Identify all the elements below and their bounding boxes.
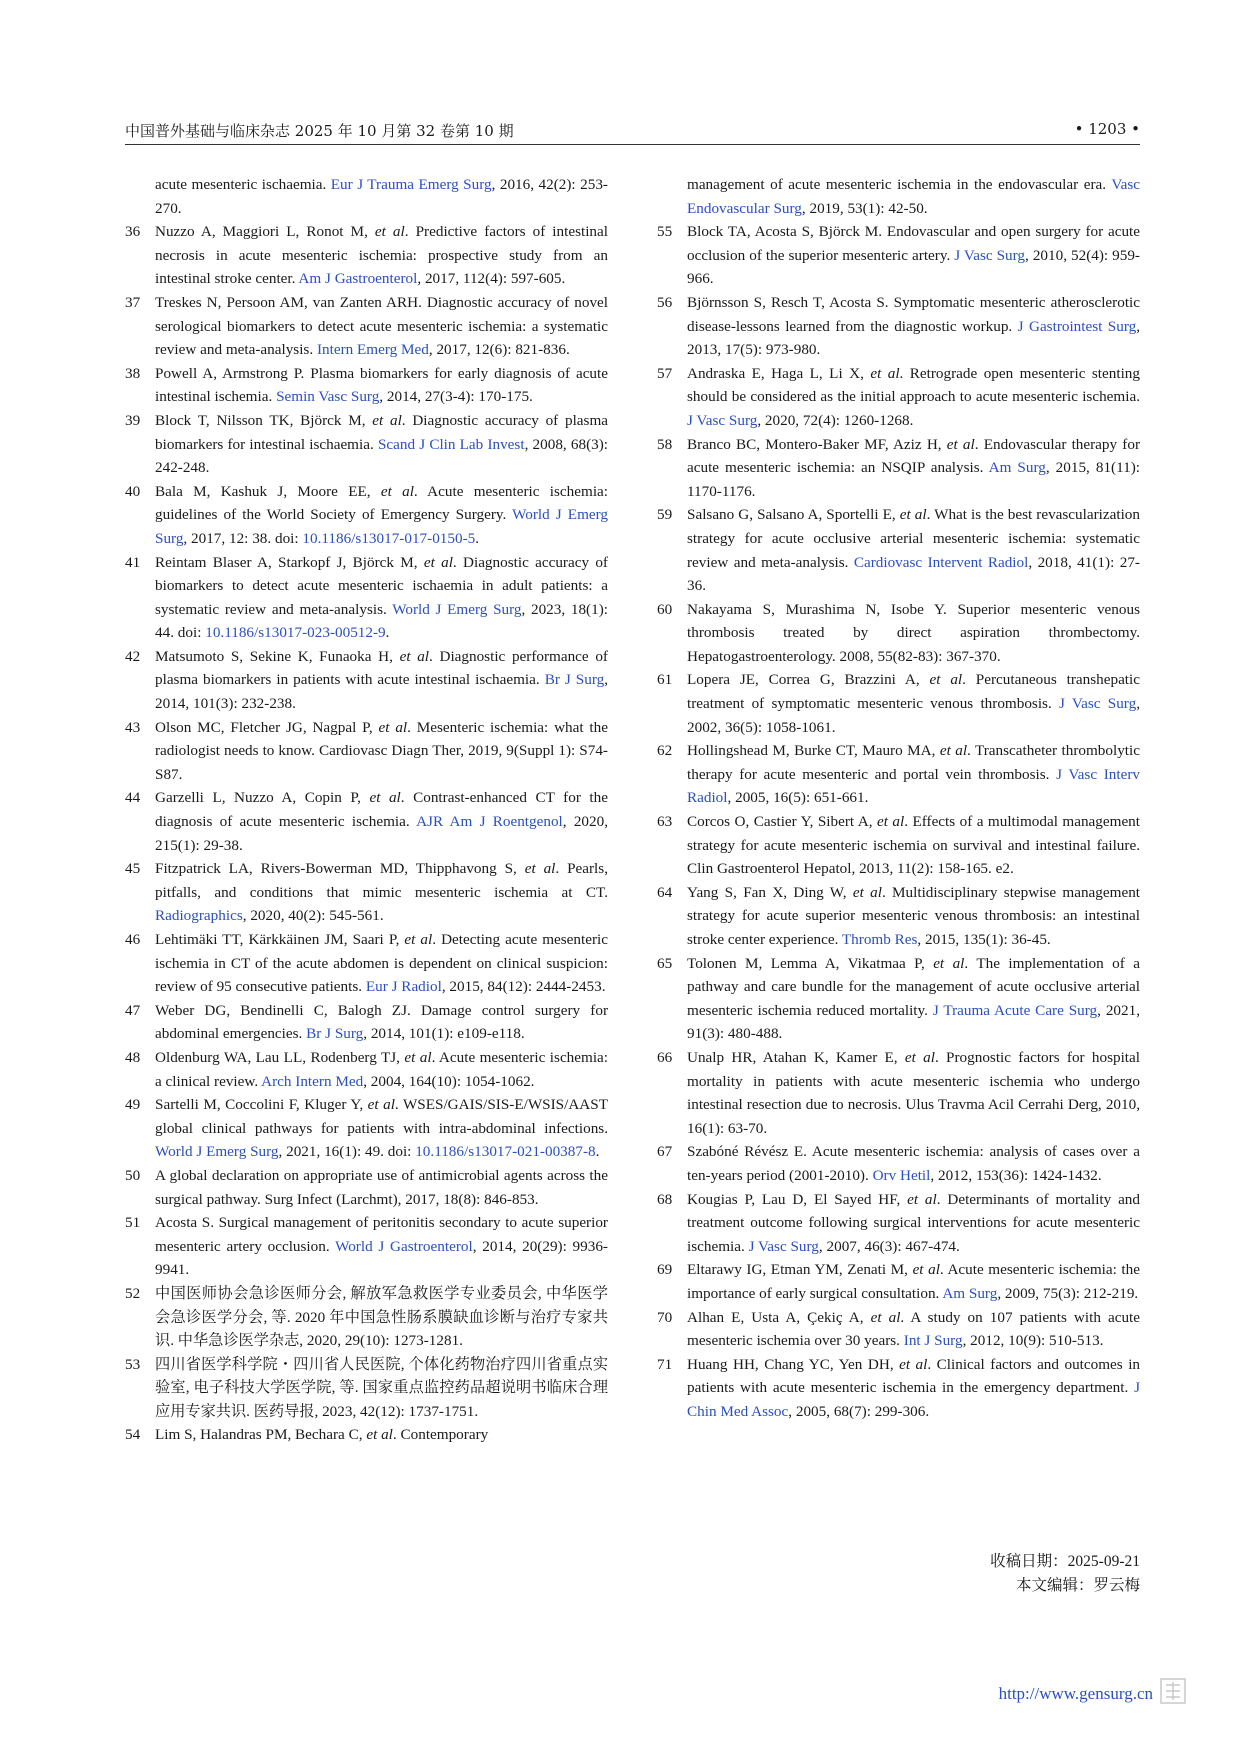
- et-al-text: et al: [524, 860, 556, 878]
- reference-text: Sartelli M, Coccolini F, Kluger Y,: [155, 1096, 368, 1114]
- reference-text: Matsumoto S, Sekine K, Funaoka H,: [155, 647, 400, 665]
- reference-text: Block TA, Acosta S, Björck M. Endovascular and open surgery for acute occlusion of the superior mesenteric artery.: [687, 223, 1140, 264]
- reference-text: 中国医师协会急诊医师分会, 解放军急救医学专业委员会, 中华医学会急诊医学分会, 等. 2020 年中国急性肠系膜缺血诊断与治疗专家共识. 中华急诊医学杂志, 2020, 29(10): 1273-1281.: [155, 1284, 608, 1350]
- et-al-text: et al: [367, 1096, 395, 1114]
- reference-link[interactable]: AJR Am J Roentgenol: [416, 813, 563, 831]
- reference-text: , 2014, 101(3): 232-238.: [155, 671, 609, 713]
- reference-text: , 2010, 52(4): 959-966.: [687, 246, 1140, 288]
- reference-text: A global declaration on appropriate use of antimicrobial agents across the surgical pathway. Surg Infect (Larchmt), 2017, 18(8): 846-853.: [155, 1166, 608, 1208]
- reference-link[interactable]: 10.1186/s13017-023-00512-9: [205, 624, 386, 642]
- reference-number: 71: [657, 1355, 673, 1373]
- reference-number: 41: [125, 553, 141, 571]
- reference-entry: [657, 952, 1140, 1046]
- reference-link[interactable]: J Trauma Acute Care Surg: [932, 1001, 1098, 1019]
- reference-column-left: [125, 173, 608, 1447]
- reference-text: . Percutaneous transhepatic treatment of symptomatic mesenteric venous thrombosis.: [687, 671, 1140, 713]
- reference-text: . Diagnostic accuracy of plasma biomarkers for intestinal ischaemia.: [155, 411, 609, 453]
- reference-text: , 2018, 41(1): 27-36.: [687, 553, 1140, 595]
- et-al-text: et al: [372, 411, 402, 429]
- reference-text: . WSES/GAIS/SIS-E/WSIS/AAST global clinical pathways for patients with intra-abdominal infections.: [155, 1096, 608, 1137]
- reference-number: 45: [125, 860, 141, 878]
- reference-number: 63: [657, 813, 673, 831]
- reference-text: . Retrograde open mesenteric stenting should be considered as the initial approach to acute mesenteric ischemia.: [687, 364, 1140, 406]
- reference-number: 47: [125, 1001, 141, 1019]
- journal-title: 中国普外基础与临床杂志 2025 年 10 月第 32 卷第 10 期: [125, 122, 514, 140]
- reference-text: Salsano G, Salsano A, Sportelli E,: [687, 506, 900, 524]
- reference-number: 36: [125, 223, 141, 241]
- reference-link[interactable]: Thromb Res: [841, 931, 918, 948]
- reference-text: , 2020, 72(4): 1260-1268.: [757, 411, 914, 429]
- reference-text: , 2005, 16(5): 651-661.: [727, 789, 869, 807]
- reference-text: . Pearls, pitfalls, and conditions that mimic mesenteric ischemia at CT.: [155, 860, 608, 901]
- reference-text: . Determinants of mortality and treatment outcome following surgical interventions for acute mesenteric ischemia.: [687, 1190, 1140, 1255]
- reference-link[interactable]: World J Emerg Surg: [392, 600, 522, 618]
- reference-text: , 2021, 91(3): 480-488.: [687, 1001, 1140, 1043]
- et-al-text: et al: [380, 482, 414, 500]
- reference-number: 56: [657, 293, 673, 311]
- editor-credit: 本文编辑：罗云梅: [1015, 1577, 1140, 1594]
- reference-number: 43: [125, 718, 141, 736]
- reference-text: , 2012, 153(36): 1424-1432.: [930, 1166, 1102, 1184]
- reference-text: . Diagnostic performance of plasma biomarkers in patients with acute intestinal ischaemia.: [155, 647, 608, 689]
- et-al-text: et al: [899, 506, 927, 524]
- reference-number: 65: [657, 954, 673, 972]
- reference-text: , 2007, 46(3): 467-474.: [818, 1237, 960, 1255]
- reference-text: Nakayama S, Murashima N, Isobe Y. Superior mesenteric venous thrombosis treated by direct aspiration thrombectomy. Hepatogastroenterology. 2008, 55(82-83): 367-370.: [687, 600, 1140, 665]
- et-al-text: et al: [399, 647, 430, 665]
- reference-entry: [657, 291, 1140, 362]
- reference-number: 66: [657, 1048, 673, 1066]
- reference-text: . Endovascular therapy for acute mesenteric ischemia: an NSQIP analysis.: [687, 435, 1141, 477]
- reference-text: Treskes N, Persoon AM, van Zanten ARH. Diagnostic accuracy of novel serological biomarkers to detect acute mesenteric ischemia: a systematic review and meta-analysis.: [155, 293, 608, 359]
- reference-text: Block T, Nilsson TK, Björck M,: [155, 411, 373, 429]
- reference-text: Oldenburg WA, Lau LL, Rodenberg TJ,: [155, 1048, 405, 1066]
- reference-text: Huang HH, Chang YC, Yen DH,: [687, 1355, 900, 1373]
- reference-text: . What is the best revascularization strategy for acute occlusive arterial mesenteric ischemia: systematic review and meta-analysis.: [687, 506, 1140, 571]
- reference-text: . Clinical factors and outcomes in patients with acute mesenteric ischemia in the emergency department.: [687, 1355, 1141, 1397]
- et-al-text: et al: [423, 553, 453, 571]
- reference-number: 53: [125, 1355, 141, 1373]
- reference-text: , 2017, 12: 38. doi:: [183, 529, 303, 547]
- et-al-text: et al: [904, 1048, 935, 1066]
- reference-text: , 2012, 10(9): 510-513.: [962, 1332, 1104, 1350]
- reference-text: Reintam Blaser A, Starkopf J, Björck M,: [155, 553, 424, 571]
- reference-number: 64: [657, 883, 673, 901]
- reference-text: Andraska E, Haga L, Li X,: [687, 364, 871, 382]
- reference-link[interactable]: World J Gastroenterol: [335, 1237, 473, 1255]
- reference-entry: [125, 928, 608, 999]
- reference-link[interactable]: Am Surg: [988, 459, 1046, 477]
- reference-link[interactable]: J Vasc Surg: [1058, 695, 1137, 713]
- et-al-text: et al: [369, 789, 401, 807]
- reference-text: Corcos O, Castier Y, Sibert A,: [687, 813, 877, 831]
- reference-text: , 2014, 20(29): 9936-9941.: [155, 1237, 608, 1279]
- reference-text: , 2017, 112(4): 597-605.: [417, 270, 566, 288]
- reference-link[interactable]: Intern Emerg Med: [316, 341, 429, 359]
- et-al-text: et al: [374, 223, 405, 241]
- reference-text: , 2005, 68(7): 299-306.: [788, 1402, 930, 1420]
- et-al-text: et al: [366, 1426, 393, 1444]
- reference-number: 37: [125, 293, 141, 311]
- reference-link[interactable]: Int J Surg: [903, 1332, 963, 1350]
- reference-entry: [125, 786, 608, 857]
- reference-number: 40: [125, 482, 141, 500]
- reference-entry: [657, 220, 1140, 291]
- reference-text: Powell A, Armstrong P. Plasma biomarkers for early diagnosis of acute intestinal ischemia.: [155, 364, 608, 406]
- reference-entry: [657, 1306, 1140, 1353]
- reference-entry: [125, 1423, 608, 1447]
- reference-number: 44: [125, 789, 141, 807]
- reference-link[interactable]: Vasc Endovascular Surg: [687, 176, 1140, 217]
- reference-number: 52: [125, 1284, 141, 1302]
- reference-entry: [125, 1164, 608, 1211]
- reference-text: .: [385, 624, 390, 642]
- reference-number: 57: [657, 364, 673, 382]
- et-al-text: et al: [929, 671, 963, 689]
- reference-link[interactable]: Semin Vasc Surg: [276, 388, 380, 406]
- reference-text: Lim S, Halandras PM, Bechara C,: [155, 1426, 367, 1444]
- reference-link[interactable]: 10.1186/s13017-021-00387-8: [415, 1143, 596, 1161]
- reference-number: 48: [125, 1048, 141, 1066]
- reference-number: 54: [125, 1426, 141, 1444]
- et-al-text: et al: [939, 742, 968, 760]
- et-al-text: et al: [378, 718, 408, 736]
- reference-number: 68: [657, 1190, 673, 1208]
- et-al-text: et al: [876, 813, 905, 831]
- reference-number: 55: [657, 223, 673, 241]
- reference-entry: [125, 857, 608, 928]
- reference-entry: [125, 999, 608, 1046]
- reference-link[interactable]: World J Emerg Surg: [155, 506, 608, 547]
- reference-text: .: [475, 529, 480, 547]
- reference-text: 四川省医学科学院・四川省人民医院, 个体化药物治疗四川省重点实验室, 电子科技大学医学院, 等. 国家重点监控药品超说明书临床合理应用专家共识. 医药导报, 2023, 42(12): 1737-1751.: [155, 1355, 608, 1420]
- reference-entry: [657, 1046, 1140, 1140]
- reference-text: Acosta S. Surgical management of peritonitis secondary to acute superior mesenteric artery occlusion.: [155, 1214, 608, 1255]
- reference-entry: [125, 1093, 608, 1164]
- reference-text: . Diagnostic accuracy of biomarkers to detect acute mesenteric ischaemia in adult patients: a systematic review and meta-analysis.: [155, 553, 608, 618]
- reference-text: . Acute mesenteric ischemia: a clinical review.: [155, 1048, 609, 1090]
- reference-entry: [125, 1282, 608, 1353]
- reference-link[interactable]: J Vasc Interv Radiol: [687, 765, 1140, 807]
- website-link[interactable]: http://www.gensurg.cn: [998, 1684, 1153, 1703]
- reference-number: 50: [125, 1166, 141, 1184]
- reference-text: Bala M, Kashuk J, Moore EE,: [155, 482, 381, 500]
- reference-entry: [657, 1188, 1140, 1259]
- reference-text: Alhan E, Usta A, Çekiç A,: [687, 1308, 871, 1326]
- journal-logo-icon: [1158, 1676, 1188, 1706]
- reference-entry: [125, 291, 608, 362]
- reference-link[interactable]: Scand J Clin Lab Invest: [377, 435, 525, 453]
- reference-text: Unalp HR, Atahan K, Kamer E,: [687, 1048, 905, 1066]
- reference-text: Branco BC, Montero-Baker MF, Aziz H,: [687, 435, 947, 453]
- reference-entry: [125, 1353, 608, 1424]
- reference-link[interactable]: Orv Hetil: [872, 1166, 931, 1184]
- reference-text: . Acute mesenteric ischemia: guidelines of the World Society of Emergency Surgery.: [155, 482, 608, 524]
- reference-text: Olson MC, Fletcher JG, Nagpal P,: [155, 718, 379, 736]
- reference-link[interactable]: Eur J Radiol: [365, 978, 442, 996]
- reference-text: management of acute mesenteric ischemia in the endovascular era.: [687, 176, 1112, 193]
- reference-text: , 2015, 135(1): 36-45.: [917, 931, 1051, 948]
- reference-number: 39: [125, 411, 141, 429]
- reference-text: . The implementation of a pathway and care bundle for the management of acute occlusive arterial mesenteric ischemia reduced mortality.: [687, 954, 1140, 1019]
- reference-text: , 2009, 75(3): 212-219.: [997, 1284, 1139, 1302]
- reference-text: , 2004, 164(10): 1054-1062.: [363, 1072, 535, 1090]
- reference-entry: [657, 362, 1140, 433]
- reference-entry: [125, 409, 608, 480]
- reference-text: , 2014, 101(1): e109-e118.: [363, 1025, 525, 1043]
- reference-text: Tolonen M, Lemma A, Vikatmaa P,: [687, 954, 934, 972]
- reference-text: Yang S, Fan X, Ding W,: [687, 883, 853, 901]
- reference-text: , 2013, 17(5): 973-980.: [687, 317, 1140, 359]
- reference-text: . Predictive factors of intestinal necrosis in acute mesenteric ischemia: prospective study from an intestinal stroke center.: [155, 223, 608, 288]
- et-al-text: et al: [852, 883, 882, 901]
- reference-text: Fitzpatrick LA, Rivers-Bowerman MD, Thipphavong S,: [155, 860, 525, 878]
- reference-link[interactable]: Am Surg: [942, 1284, 998, 1302]
- reference-entry: [657, 1353, 1140, 1424]
- reference-text: Nuzzo A, Maggiori L, Ronot M,: [155, 223, 375, 241]
- reference-column-right: [657, 173, 1140, 1423]
- et-al-text: et al: [899, 1355, 928, 1373]
- reference-link[interactable]: World J Emerg Surg: [155, 1143, 279, 1161]
- reference-number: 42: [125, 647, 141, 665]
- reference-text: Björnsson S, Resch T, Acosta S. Symptomatic mesenteric atherosclerotic disease-lessons learned from the diagnostic workup.: [687, 293, 1140, 335]
- reference-number: 67: [657, 1143, 673, 1161]
- et-al-text: et al: [912, 1261, 940, 1279]
- reference-text: .: [595, 1143, 600, 1161]
- reference-link[interactable]: Radiographics: [155, 907, 243, 925]
- running-header: [125, 118, 1140, 145]
- et-al-text: et al: [870, 364, 900, 382]
- reference-text: Kougias P, Lau D, El Sayed HF,: [687, 1190, 908, 1208]
- reference-text: , 2020, 215(1): 29-38.: [155, 813, 608, 854]
- reference-number: 49: [125, 1096, 141, 1114]
- reference-number: 70: [657, 1308, 673, 1326]
- et-al-text: et al: [907, 1190, 937, 1208]
- reference-number: 58: [657, 435, 673, 453]
- reference-text: Hollingshead M, Burke CT, Mauro MA,: [687, 742, 940, 760]
- reference-text: . Detecting acute mesenteric ischemia in CT of the acute abdomen is dependent on clinical suspicion: review of 95 consecutive patients.: [155, 931, 608, 996]
- reference-entry: [125, 220, 608, 291]
- reference-link[interactable]: Arch Intern Med: [261, 1072, 364, 1090]
- et-al-text: et al: [404, 1048, 432, 1066]
- et-al-text: et al: [870, 1308, 901, 1326]
- reference-text: . Effects of a multimodal management strategy for acute mesenteric ischemia on survival and intestinal failure. Clin Gastroenterol Hepatol, 2013, 11(2): 158-165. e2.: [687, 813, 1140, 878]
- reference-text: , 2016, 42(2): 253-270.: [155, 176, 608, 217]
- reference-entry: [657, 598, 1140, 669]
- reference-entry: [125, 716, 608, 787]
- reference-entry: [125, 645, 608, 716]
- reference-link[interactable]: Cardiovasc Intervent Radiol: [853, 553, 1029, 571]
- reference-text: , 2021, 16(1): 49. doi:: [278, 1143, 416, 1161]
- reference-text: . Multidisciplinary stepwise management strategy for acute superior mesenteric venous thrombosis: an intestinal stroke center experience.: [687, 883, 1141, 948]
- reference-entry: [657, 433, 1140, 504]
- reference-text: acute mesenteric ischaemia.: [155, 176, 331, 193]
- reference-entry: [125, 551, 608, 645]
- reference-number: 38: [125, 364, 141, 382]
- reference-text: , 2002, 36(5): 1058-1061.: [687, 695, 1140, 736]
- reference-entry: [125, 173, 608, 220]
- reference-text: . A study on 107 patients with acute mesenteric ischemia over 30 years.: [687, 1308, 1140, 1350]
- reference-link[interactable]: Am J Gastroenterol: [298, 270, 418, 288]
- reference-text: . Mesenteric ischemia: what the radiologist needs to know. Cardiovasc Diagn Ther, 2019, 9(Suppl 1): S74-S87.: [155, 718, 608, 783]
- reference-text: Lehtimäki TT, Kärkkäinen JM, Saari P,: [155, 931, 405, 948]
- et-al-text: et al: [946, 435, 975, 453]
- reference-number: 62: [657, 742, 673, 760]
- reference-text: Lopera JE, Correa G, Brazzini A,: [687, 671, 930, 689]
- reference-text: Szabóné Révész E. Acute mesenteric ischemia: analysis of cases over a ten-years period (2001-2010).: [687, 1143, 1140, 1184]
- reference-entry: [657, 810, 1140, 881]
- reference-entry: [657, 1140, 1140, 1187]
- reference-number: 60: [657, 600, 673, 618]
- reference-link[interactable]: Eur J Trauma Emerg Surg: [330, 176, 492, 193]
- reference-entry: [657, 503, 1140, 597]
- reference-text: Weber DG, Bendinelli C, Balogh ZJ. Damage control surgery for abdominal emergencies.: [155, 1001, 608, 1043]
- page-number: • 1203 •: [1074, 120, 1140, 138]
- reference-text: , 2015, 81(11): 1170-1176.: [687, 459, 1140, 500]
- reference-link[interactable]: J Vasc Surg: [687, 411, 758, 429]
- reference-entry: [657, 1258, 1140, 1305]
- reference-text: . Transcatheter thrombolytic therapy for acute mesenteric and portal vein thrombosis.: [687, 742, 1140, 783]
- reference-entry: [125, 1046, 608, 1093]
- reference-entry: [657, 881, 1140, 952]
- reference-text: , 2008, 68(3): 242-248.: [155, 435, 608, 477]
- reference-text: . Contemporary: [392, 1426, 489, 1444]
- reference-text: . Acute mesenteric ischemia: the importance of early surgical consultation.: [687, 1261, 1140, 1302]
- reference-text: . Contrast-enhanced CT for the diagnosis of acute mesenteric ischemia.: [155, 789, 608, 831]
- reference-link[interactable]: J Vasc Surg: [748, 1237, 819, 1255]
- reference-number: 51: [125, 1214, 141, 1232]
- reference-text: Garzelli L, Nuzzo A, Copin P,: [155, 789, 370, 807]
- reference-text: , 2020, 40(2): 545-561.: [242, 907, 384, 925]
- reference-link[interactable]: Br J Surg: [306, 1025, 364, 1043]
- reference-entry: [125, 1211, 608, 1282]
- reference-number: 46: [125, 931, 141, 948]
- reference-entry: [125, 480, 608, 551]
- reference-entry: [125, 362, 608, 409]
- received-date: 收稿日期：2025-09-21: [990, 1553, 1140, 1570]
- reference-text: Eltarawy IG, Etman YM, Zenati M,: [687, 1261, 913, 1279]
- article-info: [990, 1550, 1140, 1598]
- et-al-text: et al: [404, 931, 433, 948]
- reference-entry: [657, 668, 1140, 739]
- reference-text: , 2019, 53(1): 42-50.: [801, 199, 928, 217]
- reference-link[interactable]: J Vasc Surg: [954, 246, 1026, 264]
- reference-number: 69: [657, 1261, 673, 1279]
- reference-link[interactable]: Br J Surg: [544, 671, 605, 689]
- reference-text: , 2023, 18(1): 44. doi:: [155, 600, 608, 642]
- reference-link[interactable]: J Chin Med Assoc: [687, 1379, 1140, 1420]
- et-al-text: et al: [933, 954, 965, 972]
- reference-entry: [657, 739, 1140, 810]
- reference-number: 61: [657, 671, 673, 689]
- reference-text: , 2017, 12(6): 821-836.: [428, 341, 570, 359]
- reference-number: 59: [657, 506, 673, 524]
- reference-text: , 2015, 84(12): 2444-2453.: [441, 978, 606, 996]
- reference-text: . Prognostic factors for hospital mortality in patients with acute mesenteric ischemia who undergo intestinal resection due to necrosis. Ulus Travma Acil Cerrahi Derg, 2010, 16(1): 63-70.: [687, 1048, 1140, 1137]
- reference-link[interactable]: 10.1186/s13017-017-0150-5: [302, 529, 476, 547]
- reference-link[interactable]: J Gastrointest Surg: [1017, 317, 1137, 335]
- reference-entry: [657, 173, 1140, 220]
- reference-text: , 2014, 27(3-4): 170-175.: [379, 388, 533, 406]
